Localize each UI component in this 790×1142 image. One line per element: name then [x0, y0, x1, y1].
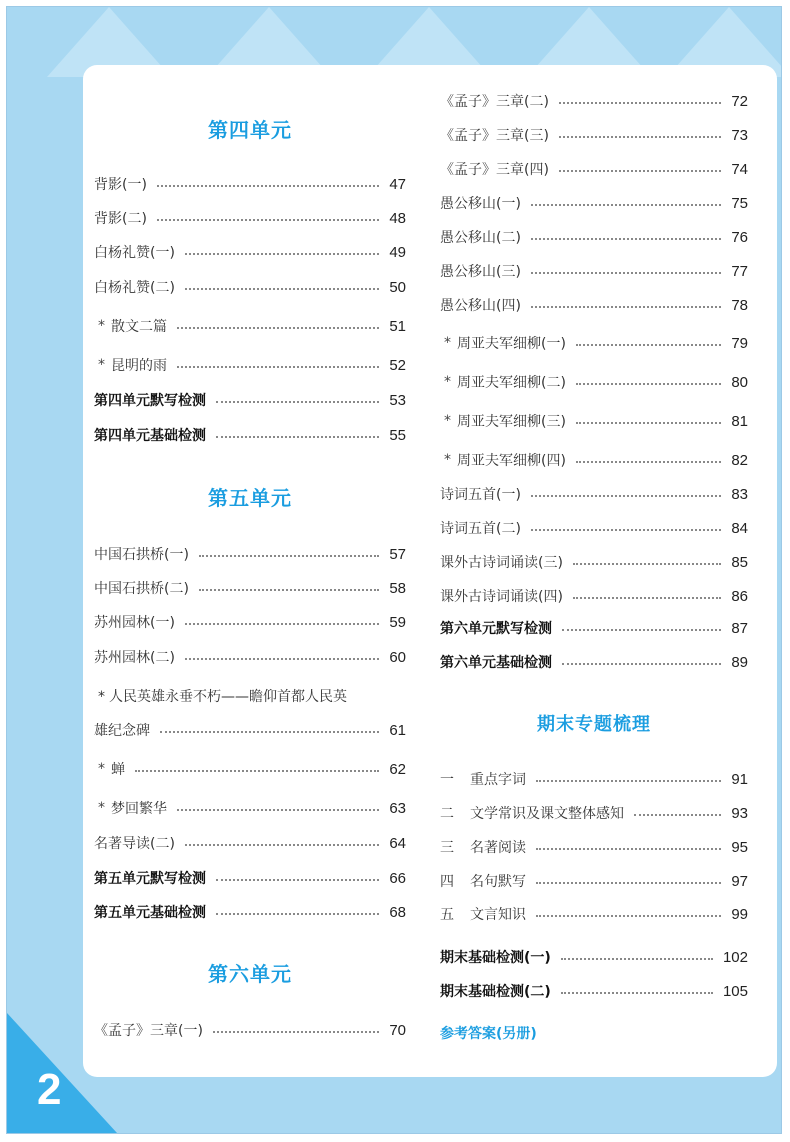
section-number: 三 [440, 840, 454, 856]
section-number: 一 [440, 772, 454, 788]
optional-mark: * [98, 800, 105, 816]
optional-mark: * [444, 374, 451, 390]
toc-label: 课外古诗词诵读(四) [440, 589, 563, 605]
section-number: 五 [440, 907, 454, 923]
toc-row[interactable] [440, 332, 748, 354]
final-review-title: 期末专题梳理 [537, 714, 651, 735]
toc-page: 75 [731, 194, 748, 212]
toc-page: 77 [731, 262, 748, 280]
leader-dots [576, 383, 721, 385]
toc-page: 95 [731, 838, 748, 856]
toc-row[interactable] [440, 449, 748, 471]
toc-label: 期末基础检测(一) [440, 950, 551, 966]
leader-dots [576, 461, 721, 463]
optional-mark: * [444, 335, 451, 351]
toc-row[interactable] [440, 192, 748, 214]
toc-label: 愚公移山(一) [440, 196, 521, 212]
toc-row[interactable] [440, 517, 748, 539]
toc-page: 82 [731, 451, 748, 469]
toc-page: 73 [731, 126, 748, 144]
unit6-title: 第六单元 [208, 962, 292, 986]
leader-dots [531, 306, 721, 308]
toc-page: 105 [722, 982, 748, 1000]
leader-dots [157, 219, 379, 221]
toc-row[interactable] [440, 90, 748, 112]
page-number: 2 [37, 1065, 62, 1114]
toc-page: 53 [389, 391, 406, 409]
toc-label: 散文二篇 [111, 319, 167, 335]
toc-label: 愚公移山(四) [440, 298, 521, 314]
toc-row[interactable] [440, 651, 748, 673]
leader-dots [135, 770, 379, 772]
leader-dots [185, 253, 379, 255]
toc-label: 愚公移山(三) [440, 264, 521, 280]
toc-label: 名句默写 [470, 874, 526, 890]
toc-row[interactable] [94, 424, 406, 446]
toc-label: 文言知识 [470, 907, 526, 923]
toc-page: 78 [731, 296, 748, 314]
toc-page: 102 [722, 948, 748, 966]
leader-dots [561, 992, 713, 994]
toc-page: 68 [389, 903, 406, 921]
toc-label: 《孟子》三章(四) [440, 162, 549, 178]
toc-label: 第四单元基础检测 [94, 428, 206, 444]
toc-row[interactable] [94, 241, 406, 263]
toc-row[interactable] [94, 646, 406, 668]
toc-label: 《孟子》三章(一) [94, 1023, 203, 1039]
toc-row[interactable] [440, 483, 748, 505]
toc-row[interactable] [440, 768, 748, 790]
toc-label: 愚公移山(二) [440, 230, 521, 246]
toc-row[interactable] [94, 577, 406, 599]
leader-dots [536, 882, 721, 884]
toc-page: 91 [731, 770, 748, 788]
leader-dots [559, 102, 721, 104]
toc-row[interactable] [94, 867, 406, 889]
leader-dots [536, 848, 721, 850]
leader-dots [562, 629, 721, 631]
toc-page: 60 [389, 648, 406, 666]
toc-page: 74 [731, 160, 748, 178]
toc-row[interactable] [440, 226, 748, 248]
toc-row[interactable] [440, 158, 748, 180]
section-number: 四 [440, 874, 454, 890]
toc-row[interactable] [440, 836, 748, 858]
toc-row[interactable] [94, 207, 406, 229]
toc-row[interactable] [94, 797, 406, 819]
toc-label: 白杨礼赞(一) [94, 245, 175, 261]
toc-page: 70 [389, 1021, 406, 1039]
toc-row[interactable] [440, 980, 748, 1002]
leader-dots [199, 555, 379, 557]
leader-dots [199, 589, 379, 591]
toc-row[interactable] [94, 543, 406, 565]
toc-page: 66 [389, 869, 406, 887]
leader-dots [160, 731, 379, 733]
toc-label: 名著导读(二) [94, 836, 175, 852]
toc-label: 白杨礼赞(二) [94, 280, 175, 296]
toc-row[interactable] [94, 1019, 406, 1041]
leader-dots [634, 814, 721, 816]
toc-label: 周亚夫军细柳(三) [457, 414, 566, 430]
leader-dots [157, 185, 379, 187]
toc-row[interactable] [94, 758, 406, 780]
toc-row[interactable] [440, 802, 748, 824]
toc-row[interactable] [440, 294, 748, 316]
leader-dots [185, 844, 379, 846]
leader-dots [185, 658, 379, 660]
toc-label: 名著阅读 [470, 840, 526, 856]
toc-multiline-first[interactable] [94, 686, 347, 706]
toc-row[interactable] [440, 551, 748, 573]
toc-row[interactable] [94, 901, 406, 923]
leader-dots [559, 170, 721, 172]
leader-dots [531, 529, 721, 531]
toc-label: 诗词五首(二) [440, 521, 521, 537]
toc-label: 重点字词 [470, 772, 526, 788]
toc-label: 中国石拱桥(一) [94, 547, 189, 563]
leader-dots [559, 136, 721, 138]
toc-label: 周亚夫军细柳(二) [457, 375, 566, 391]
toc-row[interactable] [94, 315, 406, 337]
unit5-title: 第五单元 [208, 486, 292, 510]
toc-label: 第五单元默写检测 [94, 871, 206, 887]
leader-dots [177, 809, 379, 811]
toc-row[interactable] [94, 173, 406, 195]
toc-row[interactable] [440, 260, 748, 282]
toc-row[interactable] [440, 585, 748, 607]
toc-page: 83 [731, 485, 748, 503]
leader-dots [562, 663, 721, 665]
toc-row[interactable] [440, 870, 748, 892]
toc-page: 58 [389, 579, 406, 597]
toc-label: 诗词五首(一) [440, 487, 521, 503]
toc-page: 97 [731, 872, 748, 890]
optional-mark: * [98, 689, 105, 705]
toc-label: 《孟子》三章(二) [440, 94, 549, 110]
toc-label: 苏州园林(二) [94, 650, 175, 666]
optional-mark: * [444, 452, 451, 468]
leader-dots [216, 879, 379, 881]
toc-label: 苏州园林(一) [94, 615, 175, 631]
leader-dots [213, 1031, 379, 1033]
toc-label: 第五单元基础检测 [94, 905, 206, 921]
toc-label: 昆明的雨 [111, 358, 167, 374]
toc-label: 周亚夫军细柳(一) [457, 336, 566, 352]
toc-label: 梦回繁华 [111, 801, 167, 817]
leader-dots [531, 204, 721, 206]
section-number: 二 [440, 806, 454, 822]
leader-dots [177, 327, 379, 329]
leader-dots [531, 495, 721, 497]
toc-page: 85 [731, 553, 748, 571]
toc-row[interactable] [94, 276, 406, 298]
toc-page: 49 [389, 243, 406, 261]
leader-dots [536, 915, 721, 917]
toc-row[interactable] [94, 832, 406, 854]
leader-dots [177, 366, 379, 368]
leader-dots [531, 238, 721, 240]
optional-mark: * [98, 357, 105, 373]
optional-mark: * [98, 318, 105, 334]
toc-row[interactable] [94, 354, 406, 376]
toc-row[interactable] [440, 124, 748, 146]
toc-page: 99 [731, 905, 748, 923]
toc-label: 第四单元默写检测 [94, 393, 206, 409]
leader-dots [561, 958, 713, 960]
leader-dots [185, 288, 379, 290]
leader-dots [216, 436, 379, 438]
toc-row[interactable] [440, 617, 748, 639]
toc-page: 79 [731, 334, 748, 352]
toc-label: 课外古诗词诵读(三) [440, 555, 563, 571]
toc-page: 89 [731, 653, 748, 671]
toc-page: 87 [731, 619, 748, 637]
toc-row[interactable] [440, 946, 748, 968]
toc-page: 72 [731, 92, 748, 110]
toc-page: 93 [731, 804, 748, 822]
toc-page: 61 [389, 721, 406, 739]
leader-dots [185, 623, 379, 625]
toc-row[interactable] [94, 611, 406, 633]
toc-label: 周亚夫军细柳(四) [457, 453, 566, 469]
toc-row[interactable] [94, 389, 406, 411]
toc-label-line1: 人民英雄永垂不朽——瞻仰首都人民英 [109, 689, 347, 705]
toc-page: 84 [731, 519, 748, 537]
leader-dots [216, 913, 379, 915]
leader-dots [573, 563, 721, 565]
toc-label: 第六单元默写检测 [440, 621, 552, 637]
toc-page: 86 [731, 587, 748, 605]
toc-label: 背影(二) [94, 211, 147, 227]
toc-row[interactable] [440, 410, 748, 432]
toc-page: 80 [731, 373, 748, 391]
leader-dots [576, 422, 721, 424]
toc-page: 59 [389, 613, 406, 631]
toc-label: 蝉 [111, 762, 125, 778]
leader-dots [216, 401, 379, 403]
leader-dots [573, 597, 721, 599]
toc-page: 57 [389, 545, 406, 563]
toc-page: 81 [731, 412, 748, 430]
toc-page: 64 [389, 834, 406, 852]
toc-page: 51 [389, 317, 406, 335]
unit4-title: 第四单元 [208, 118, 292, 142]
toc-row[interactable] [94, 719, 406, 741]
leader-dots [531, 272, 721, 274]
toc-label: 中国石拱桥(二) [94, 581, 189, 597]
toc-page: 55 [389, 426, 406, 444]
toc-row[interactable] [440, 371, 748, 393]
optional-mark: * [444, 413, 451, 429]
toc-page: 62 [389, 760, 406, 778]
optional-mark: * [98, 761, 105, 777]
toc-label: 文学常识及课文整体感知 [470, 806, 624, 822]
toc-label: 背影(一) [94, 177, 147, 193]
toc-page: 50 [389, 278, 406, 296]
leader-dots [536, 780, 721, 782]
toc-label-line2: 雄纪念碑 [94, 723, 150, 739]
toc-page: 76 [731, 228, 748, 246]
toc-page: 52 [389, 356, 406, 374]
toc-row[interactable] [440, 903, 748, 925]
toc-page: 63 [389, 799, 406, 817]
toc-label: 第六单元基础检测 [440, 655, 552, 671]
toc-label: 《孟子》三章(三) [440, 128, 549, 144]
toc-page: 47 [389, 175, 406, 193]
toc-label: 期末基础检测(二) [440, 984, 551, 1000]
toc-page: 48 [389, 209, 406, 227]
leader-dots [576, 344, 721, 346]
answer-key-note: 参考答案(另册) [440, 1026, 537, 1042]
